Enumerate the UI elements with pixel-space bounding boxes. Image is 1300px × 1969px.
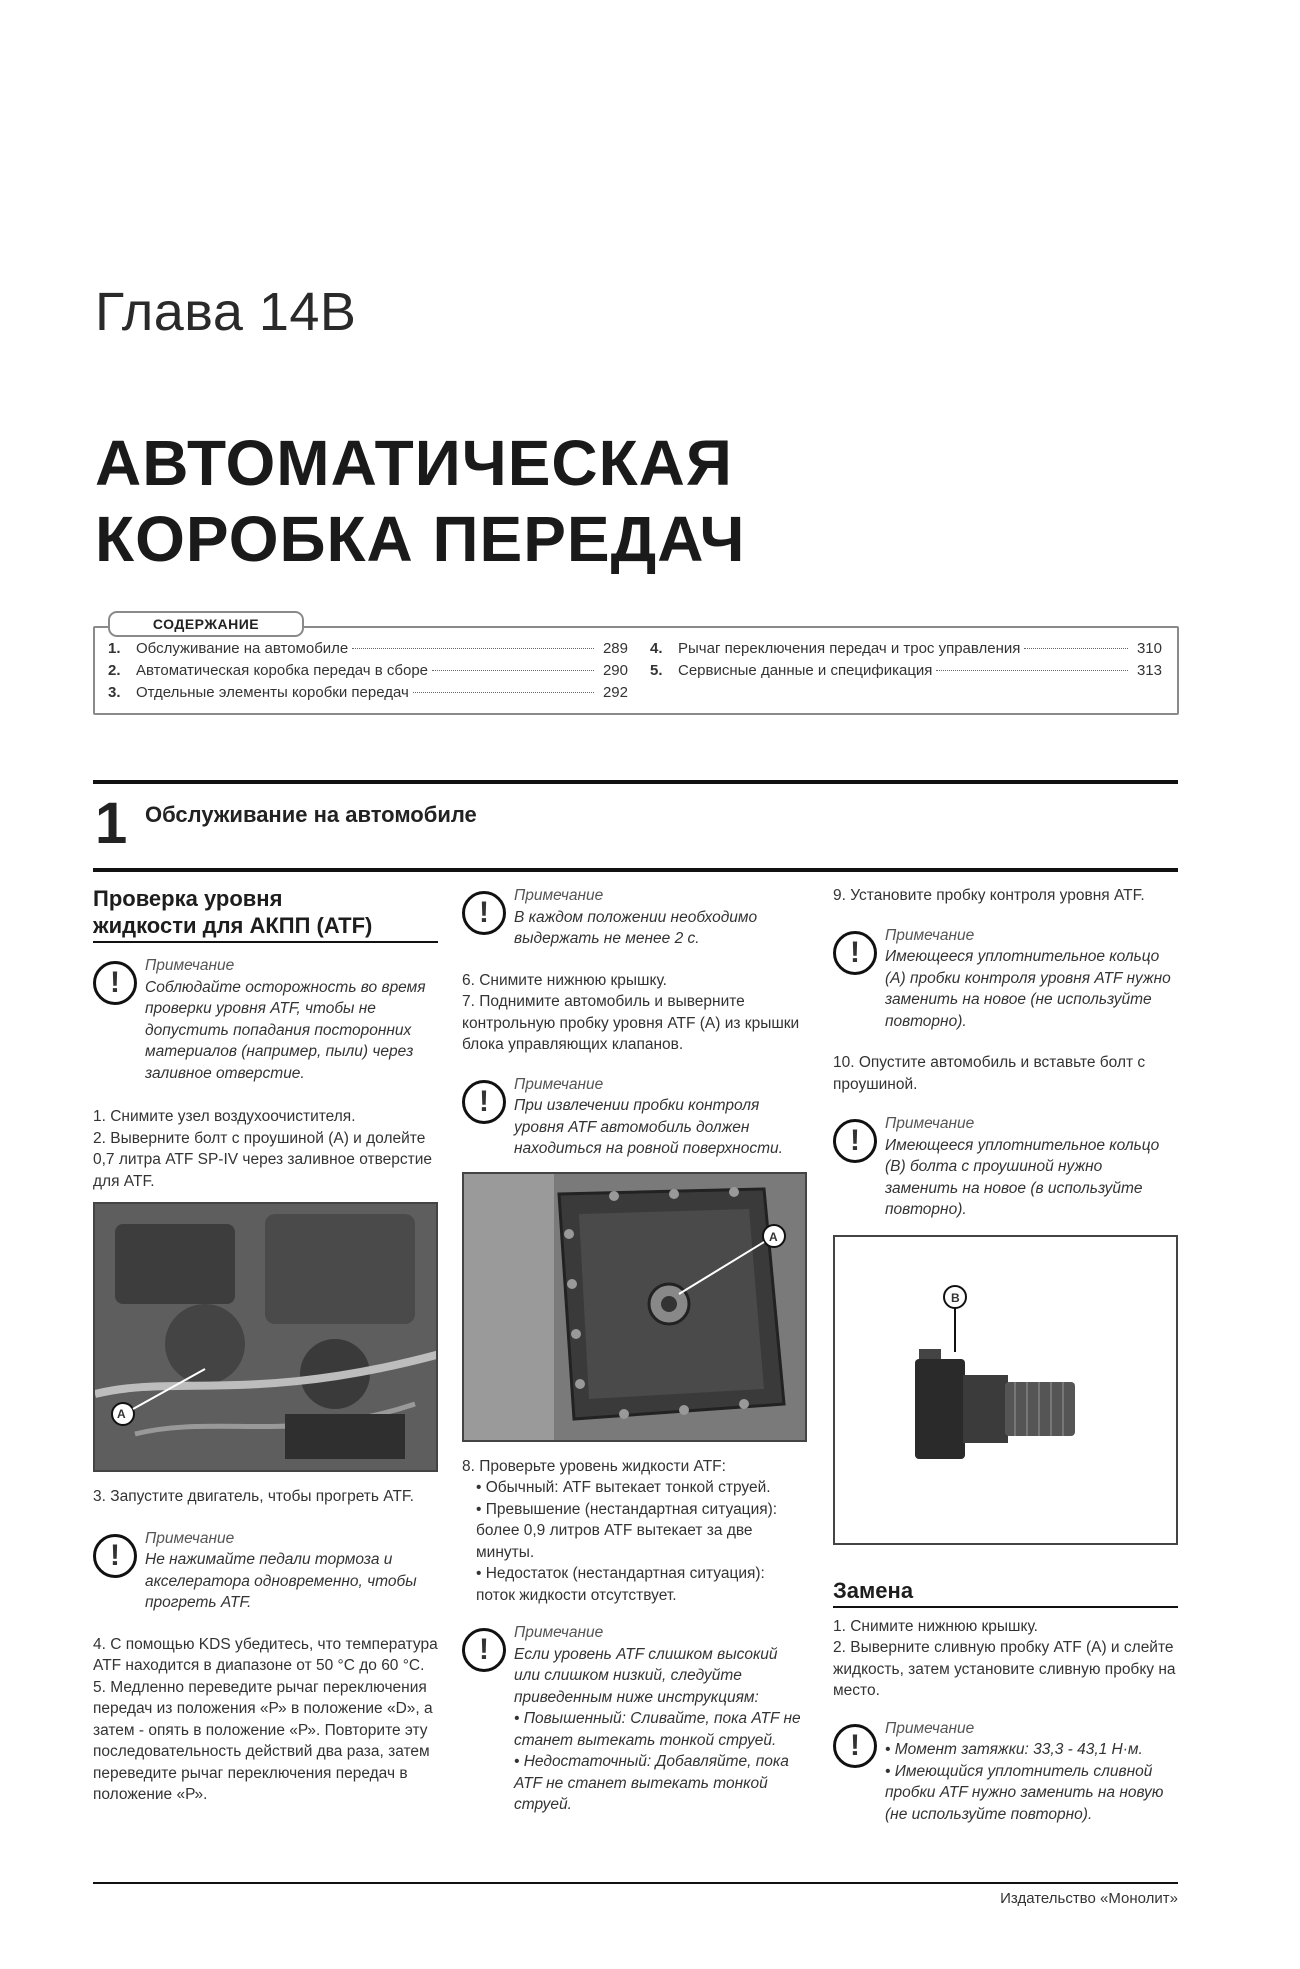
exclamation-icon: !: [462, 1080, 506, 1124]
photo-callout-label: B: [951, 1290, 960, 1305]
toc-right-column: [650, 638, 1162, 682]
exclamation-icon: !: [833, 931, 877, 975]
toc-entry-number: 3.: [108, 684, 121, 701]
note-block: [462, 1074, 807, 1160]
bullet-text: • Недостаток (нестандартная ситуация): поток жидкости отсутствует.: [476, 1565, 765, 1604]
toc-entry-text: Отдельные элементы коробки передач: [136, 684, 409, 701]
step-text: 1. Снимите узел воздухоочистителя.: [93, 1108, 356, 1125]
section-title: Обслуживание на автомобиле: [145, 802, 477, 827]
note-block: [833, 1718, 1178, 1826]
toc-leader: [1024, 648, 1128, 649]
note-text: Не нажимайте педали тормоза и акселератора одновременно, чтобы прогреть ATF.: [145, 1551, 417, 1611]
note-text: В каждом положении необходимо выдержать не менее 2 с.: [514, 908, 758, 947]
step-text: 5. Медленно переведите рычаг переключения передач из положения «Р» в положение «D», а затем - опять в положение «Р». Повторите эту последовательность действий два раза, затем переведите рычаг переключения передач в положение «Р».: [93, 1678, 433, 1803]
toc-entry-number: 2.: [108, 662, 121, 679]
exclamation-icon: !: [462, 1628, 506, 1672]
chapter-title: [95, 425, 746, 577]
exclamation-icon: !: [93, 1534, 137, 1578]
note-bullet: • Имеющийся уплотнитель сливной пробки ATF нужно заменить на новую (не используйте повторно).: [885, 1762, 1164, 1823]
footer-rule: [93, 1882, 1178, 1884]
step-text: 4. С помощью KDS убедитесь, что температура ATF находится в диапазоне от 50 °С до 60 °С.: [93, 1635, 438, 1674]
oil-pan-photo: [462, 1172, 807, 1442]
toc-entry-page: 292: [602, 684, 628, 701]
note-block: [462, 885, 807, 950]
toc-entry[interactable]: [650, 638, 1162, 660]
heading-underline: [833, 1606, 1178, 1608]
note-text: При извлечении пробки контроля уровня ATF автомобиль должен находиться на ровной поверхности.: [514, 1097, 783, 1157]
column-3: [833, 885, 1178, 1825]
note-label: Примечание: [885, 926, 975, 944]
toc-entry-number: 1.: [108, 640, 121, 657]
section-bottom-rule: [93, 868, 1178, 872]
exclamation-icon: !: [833, 1724, 877, 1768]
step-text: 2. Выверните сливную пробку ATF (А) и слейте жидкость, затем установите сливную пробку на место.: [833, 1639, 1176, 1699]
toc-entry-text: Обслуживание на автомобиле: [136, 640, 349, 657]
toc-label: СОДЕРЖАНИЕ: [108, 611, 304, 637]
note-text: Имеющееся уплотнительное кольцо (В) болта с проушиной нужно заменить на новое (в используйте повторно).: [885, 1136, 1160, 1218]
step-text: 8. Проверьте уровень жидкости ATF:: [462, 1457, 726, 1475]
toc-entry-page: 310: [1136, 640, 1162, 657]
toc-entry-text: Автоматическая коробка передач в сборе: [136, 662, 429, 679]
note-bullet: • Недостаточный: Добавляйте, пока ATF не станет вытекать тонкой струей.: [514, 1753, 789, 1813]
toc-entry-number: 4.: [650, 640, 663, 657]
toc-entry-page: 290: [602, 662, 628, 679]
note-block: [833, 1113, 1178, 1221]
step-text: 6. Снимите нижнюю крышку.: [462, 971, 667, 989]
oil-pan-photo-illustration: [464, 1174, 807, 1442]
note-text: Если уровень ATF слишком высокий или слишком низкий, следуйте приведенным ниже инструкциям:: [514, 1645, 778, 1706]
chapter-label: Глава 14В: [95, 282, 357, 342]
note-block: [833, 925, 1178, 1033]
note-bullet: • Повышенный: Сливайте, пока ATF не станет вытекать тонкой струей.: [514, 1710, 801, 1749]
photo-callout-label: A: [117, 1407, 126, 1421]
section-number: 1: [95, 791, 128, 856]
toc-leader: [432, 670, 594, 671]
heading-underline: [93, 941, 438, 943]
note-label: Примечание: [514, 887, 604, 904]
toc-entry-text: Рычаг переключения передач и трос управления: [678, 640, 1021, 657]
eye-bolt-photo: [833, 1235, 1178, 1545]
exclamation-icon: !: [462, 891, 506, 935]
note-label: Примечание: [145, 957, 235, 974]
step-text: 1. Снимите нижнюю крышку.: [833, 1617, 1038, 1635]
engine-photo: [93, 1202, 438, 1472]
photo-callout-label: A: [769, 1229, 778, 1244]
toc-leader: [936, 670, 1128, 671]
note-block: [462, 1622, 807, 1816]
toc-entry[interactable]: [108, 682, 628, 704]
toc-entry-text: Сервисные данные и спецификация: [678, 662, 933, 679]
heading-line-2: жидкости для АКПП (ATF): [93, 913, 373, 938]
column-1: [93, 885, 438, 1806]
toc-leader: [413, 692, 594, 693]
note-text: Соблюдайте осторожность во время проверки уровня ATF, чтобы не допустить попадания посторонних материалов (например, пыли) через заливное отверстие.: [145, 978, 426, 1082]
step-text: 2. Выверните болт с проушиной (А) и долейте 0,7 литра ATF SP-IV через заливное отверстие для ATF.: [93, 1129, 433, 1190]
column-2: [462, 885, 807, 1816]
chapter-title-line-1: АВТОМАТИЧЕСКАЯ: [95, 427, 733, 499]
engine-photo-illustration: [95, 1204, 438, 1472]
subsection-heading-atf: [93, 885, 438, 939]
bullet-text: • Обычный: ATF вытекает тонкой струей.: [476, 1479, 771, 1496]
bullet-text: • Превышение (нестандартная ситуация): более 0,9 литров ATF вытекает за две минуты.: [476, 1500, 778, 1561]
step-text: 10. Опустите автомобиль и вставьте болт с проушиной.: [833, 1054, 1146, 1093]
chapter-title-line-2: КОРОБКА ПЕРЕДАЧ: [95, 503, 746, 575]
toc-left-column: [108, 638, 628, 704]
toc-entry[interactable]: [108, 660, 628, 682]
note-text: Имеющееся уплотнительное кольцо (А) пробки контроля уровня ATF нужно заменить на новое (не используйте повторно).: [885, 948, 1171, 1030]
note-label: Примечание: [514, 1075, 604, 1093]
note-block: [93, 955, 438, 1084]
step-text: 7. Поднимите автомобиль и выверните контрольную пробку уровня ATF (А) из крышки блока управляющих клапанов.: [462, 993, 800, 1053]
toc-entry-number: 5.: [650, 662, 663, 679]
exclamation-icon: !: [833, 1119, 877, 1163]
step-text: 3. Запустите двигатель, чтобы прогреть ATF.: [93, 1488, 414, 1505]
heading-line-1: Проверка уровня: [93, 886, 283, 911]
note-label: Примечание: [145, 1529, 235, 1547]
note-label: Примечание: [885, 1115, 975, 1132]
exclamation-icon: !: [93, 961, 137, 1005]
subsection-heading-replacement: Замена: [833, 1577, 914, 1603]
step-text: 9. Установите пробку контроля уровня ATF.: [833, 887, 1145, 904]
toc-entry[interactable]: [108, 638, 628, 660]
toc-leader: [352, 648, 594, 649]
note-block: [93, 1528, 438, 1614]
toc-entry-page: 313: [1136, 662, 1162, 679]
section-top-rule: [93, 780, 1178, 784]
note-bullet: • Момент затяжки: 33,3 - 43,1 Н·м.: [885, 1741, 1143, 1758]
publisher-footer: Издательство «Монолит»: [1000, 1890, 1178, 1907]
toc-entry-page: 289: [602, 640, 628, 657]
eye-bolt-illustration: [835, 1237, 1178, 1545]
toc-entry[interactable]: [650, 660, 1162, 682]
note-label: Примечание: [885, 1719, 975, 1737]
note-label: Примечание: [514, 1624, 604, 1641]
